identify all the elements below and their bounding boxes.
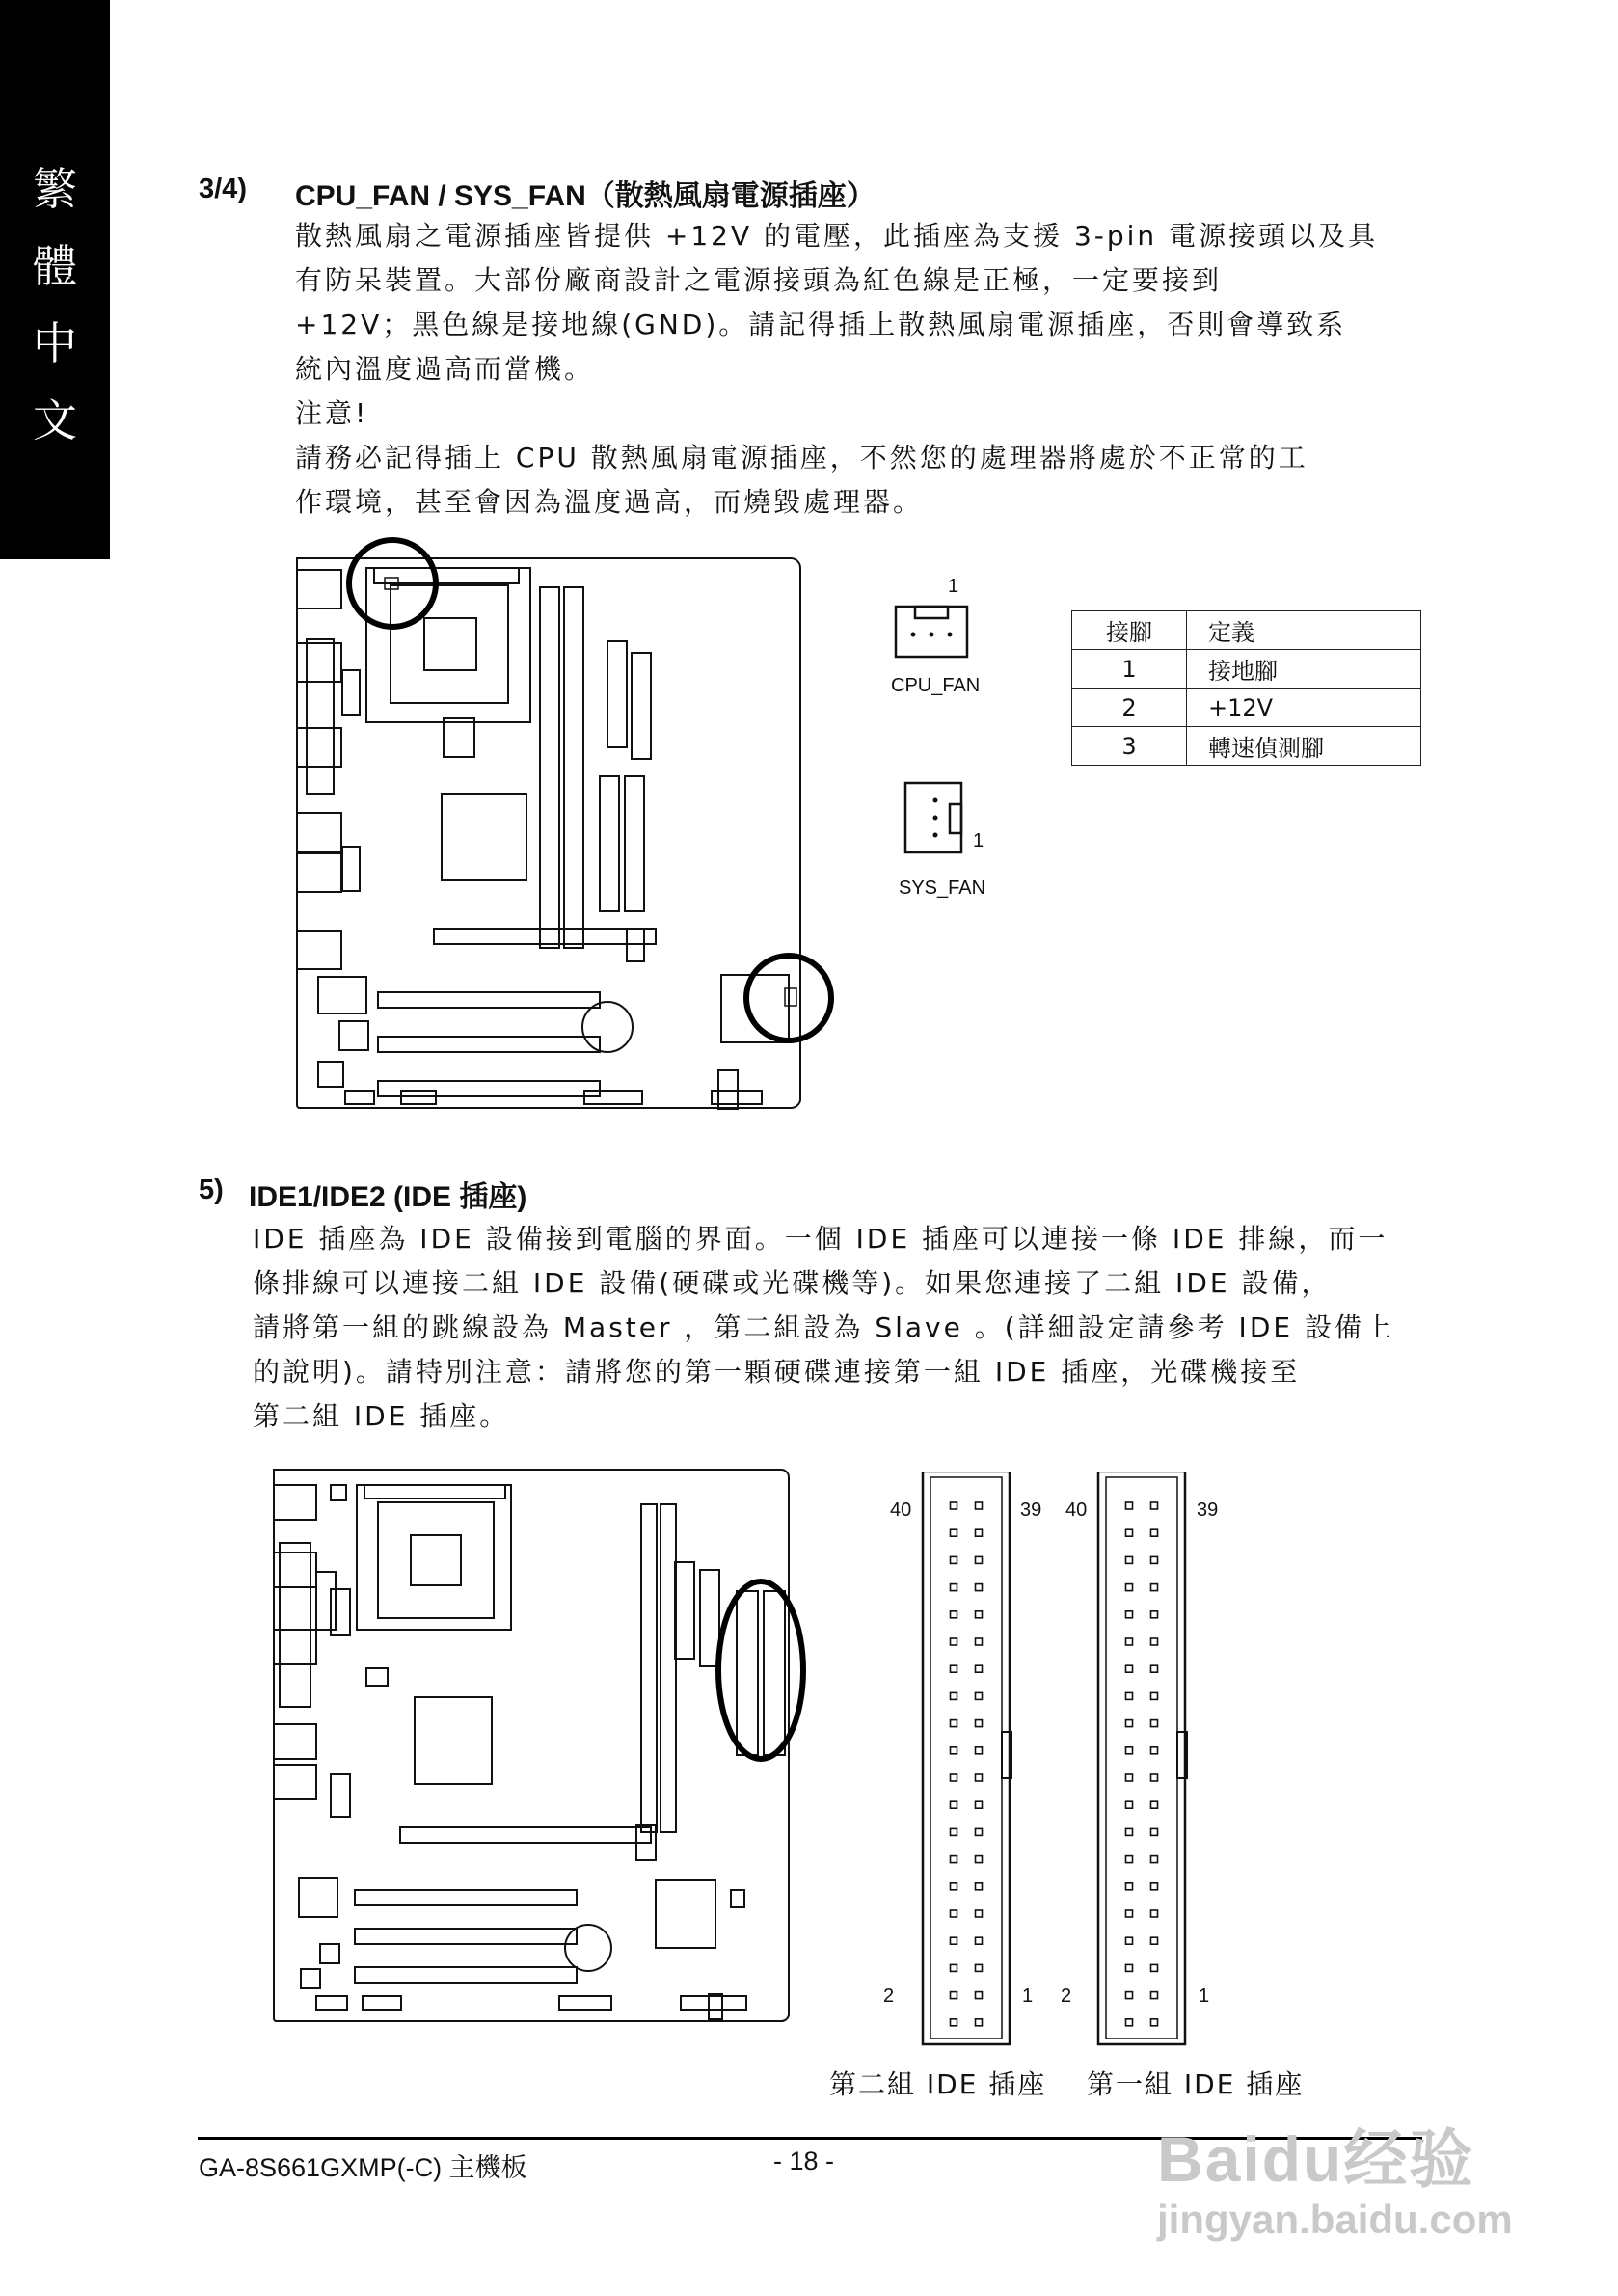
ide-pin [1151, 1801, 1158, 1808]
section-ide-line: 請將第一組的跳線設為 Master ，第二組設為 Slave 。(詳細設定請參考 IDE 設備上 [253, 1311, 1394, 1343]
ide-pin [976, 1937, 983, 1944]
ide-pin [1151, 1856, 1158, 1863]
section-fan-number: 3/4) [199, 174, 247, 204]
ide-pin [1126, 1747, 1133, 1754]
side-tab-char-3: 中 [33, 317, 77, 369]
ide-pin [976, 1692, 983, 1699]
ide-pin [1151, 1964, 1158, 1971]
section-fan-body [295, 214, 1378, 525]
section-fan-line: 統內溫度過高而當機。 [295, 353, 595, 385]
ide-pin [1151, 1883, 1158, 1890]
table-cell-pin: 2 [1072, 689, 1187, 727]
table-header-row [1072, 611, 1421, 650]
ide-pin [1126, 1774, 1133, 1781]
ide-pin [951, 1992, 957, 1999]
section-ide-line: 的說明)。請特別注意：請將您的第一顆硬碟連接第一組 IDE 插座，光碟機接至 [253, 1356, 1301, 1388]
ide-pin [976, 1910, 983, 1917]
ide-pin [1151, 1502, 1158, 1509]
ide-pin [976, 1801, 983, 1808]
ide-pin [951, 2019, 957, 2026]
ide-pin [951, 1910, 957, 1917]
ide-pin [951, 1611, 957, 1618]
ide-pin [1151, 1692, 1158, 1699]
table-row [1072, 727, 1421, 766]
table-row [1072, 689, 1421, 727]
ide-pin [951, 1556, 957, 1563]
ide1-pins [1126, 1502, 1158, 2026]
ide-pin [976, 1774, 983, 1781]
ide-pin [1151, 1937, 1158, 1944]
side-tab-char-4: 文 [33, 394, 77, 446]
section-ide-number: 5) [199, 1175, 224, 1205]
ide-pin [951, 1692, 957, 1699]
table-cell-pin: 3 [1072, 727, 1187, 766]
ide-pin [1151, 1774, 1158, 1781]
ide2-pin39-label: 39 [1020, 1499, 1042, 1521]
ide1-pin1-label: 1 [1199, 1985, 1210, 2007]
section-ide-body [253, 1217, 1394, 1439]
ide-pin [951, 1856, 957, 1863]
table-row [1072, 650, 1421, 689]
section-fan-title: CPU_FAN / SYS_FAN（散熱風扇電源插座） [295, 180, 876, 212]
ide-pin [976, 1529, 983, 1536]
ide-pin [1126, 1638, 1133, 1645]
cpu-fan-connector [892, 603, 971, 661]
ide-pin [976, 1964, 983, 1971]
ide-pin [951, 1665, 957, 1672]
section-fan-line: 有防呆裝置。大部份廠商設計之電源接頭為紅色線是正極，一定要接到 [295, 264, 1223, 296]
ide-pin [1126, 1828, 1133, 1835]
table-header-definition: 定義 [1187, 611, 1421, 650]
ide-pin [1126, 1992, 1133, 1999]
ide-pin [951, 1828, 957, 1835]
ide-pin [976, 1556, 983, 1563]
section-ide-line: 條排線可以連接二組 IDE 設備(硬碟或光碟機等)。如果您連接了二組 IDE 設備， [253, 1267, 1332, 1299]
ide-pin [976, 1883, 983, 1890]
ide-pin [951, 1883, 957, 1890]
ide2-caption: 第二組 IDE 插座 [829, 2068, 1047, 2100]
section-fan-line: 作環境，甚至會因為溫度過高，而燒毀處理器。 [295, 486, 924, 518]
baidu-watermark-logo: Baidu经验 [1157, 2123, 1475, 2195]
ide-pin [1126, 1556, 1133, 1563]
ide-pin [1151, 1584, 1158, 1591]
ide-pin [1126, 1665, 1133, 1672]
ide-pin [976, 1638, 983, 1645]
table-cell-definition: +12V [1187, 689, 1421, 727]
sys-fan-connector [902, 779, 971, 856]
fan-pin-definition-table [1071, 610, 1421, 766]
ide-pin [1151, 1556, 1158, 1563]
ide-pin [1151, 1992, 1158, 1999]
ide-pin [1126, 1611, 1133, 1618]
ide-pin [1151, 1747, 1158, 1754]
ide-pin [1126, 1720, 1133, 1727]
ide2-pin40-label: 40 [890, 1499, 912, 1521]
ide-pin [976, 2019, 983, 2026]
ide2-pin1-label: 1 [1022, 1985, 1034, 2007]
ide-pin [951, 1964, 957, 1971]
baidu-watermark-url: jingyan.baidu.com [1157, 2197, 1513, 2242]
ide-pin [976, 1611, 983, 1618]
ide-pin [976, 1828, 983, 1835]
ide1-pin39-label: 39 [1197, 1499, 1219, 1521]
table-cell-definition: 接地腳 [1187, 650, 1421, 689]
ide-pin [1126, 2019, 1133, 2026]
ide-pin [976, 1856, 983, 1863]
ide-pin [951, 1801, 957, 1808]
section-fan-line: 散熱風扇之電源插座皆提供 +12V 的電壓，此插座為支援 3-pin 電源接頭以及具 [295, 220, 1379, 252]
table-header-pin: 接腳 [1072, 611, 1187, 650]
ide-pin [1151, 1638, 1158, 1645]
ide-pin [976, 1665, 983, 1672]
ide1-pin2-label: 2 [1061, 1985, 1072, 2007]
ide-pin [951, 1774, 957, 1781]
ide1-caption: 第一組 IDE 插座 [1087, 2068, 1305, 2100]
ide1-connector [1096, 1472, 1193, 2050]
side-tab-char-1: 繁 [33, 163, 77, 215]
ide-pin [976, 1747, 983, 1754]
ide-pin [1151, 2019, 1158, 2026]
ide2-connector [921, 1472, 1017, 2050]
ide-pin [1126, 1937, 1133, 1944]
ide-pin [976, 1720, 983, 1727]
ide-pin [1151, 1828, 1158, 1835]
motherboard-diagram-ide [270, 1466, 810, 2025]
ide-pin [951, 1937, 957, 1944]
section-ide-title: IDE1/IDE2 (IDE 插座) [249, 1181, 527, 1213]
ide-pin [1126, 1964, 1133, 1971]
footer-model: GA-8S661GXMP(-C) 主機板 [199, 2153, 527, 2182]
footer-page-number: - 18 - [773, 2147, 835, 2175]
section-ide-line: 第二組 IDE 插座。 [253, 1400, 510, 1432]
ide-pin [951, 1720, 957, 1727]
section-ide-line: IDE 插座為 IDE 設備接到電腦的界面。一個 IDE 插座可以連接一條 IDE 排線，而一 [253, 1223, 1389, 1255]
ide-pin [1126, 1910, 1133, 1917]
table-cell-definition: 轉速偵測腳 [1187, 727, 1421, 766]
ide-pin [1126, 1529, 1133, 1536]
ide-pin [1151, 1611, 1158, 1618]
ide-pin [1126, 1584, 1133, 1591]
language-side-tab [0, 0, 110, 559]
ide-pin [951, 1502, 957, 1509]
ide-pin [1151, 1665, 1158, 1672]
side-tab-char-2: 體 [33, 240, 77, 292]
ide-pin [1126, 1801, 1133, 1808]
ide-pin [1151, 1720, 1158, 1727]
ide-pin [1126, 1856, 1133, 1863]
sys-fan-pin1-marker: 1 [973, 830, 984, 851]
ide-pin [951, 1584, 957, 1591]
cpu-fan-label: CPU_FAN [891, 675, 981, 696]
ide-pin [1126, 1502, 1133, 1509]
section-fan-note-label: 注意! [295, 397, 369, 429]
table-cell-pin: 1 [1072, 650, 1187, 689]
ide2-pin2-label: 2 [883, 1985, 895, 2007]
ide-pin [1126, 1692, 1133, 1699]
ide-pin [951, 1747, 957, 1754]
ide-pin [976, 1502, 983, 1509]
ide-pin [951, 1529, 957, 1536]
sys-fan-label: SYS_FAN [899, 878, 986, 899]
ide-pin [951, 1638, 957, 1645]
ide-pin [1151, 1910, 1158, 1917]
section-fan-line: +12V；黑色線是接地線(GND)。請記得插上散熱風扇電源插座，否則會導致系 [295, 309, 1347, 340]
ide2-pins [951, 1502, 983, 2026]
ide1-pin40-label: 40 [1065, 1499, 1088, 1521]
section-fan-line: 請務必記得插上 CPU 散熱風扇電源插座，不然您的處理器將處於不正常的工 [295, 442, 1308, 473]
ide-pin [976, 1584, 983, 1591]
ide-pin [1126, 1883, 1133, 1890]
ide-pin [1151, 1529, 1158, 1536]
cpu-fan-pin1-marker: 1 [948, 576, 959, 597]
ide-pin [976, 1992, 983, 1999]
motherboard-diagram-fan [289, 526, 849, 1114]
